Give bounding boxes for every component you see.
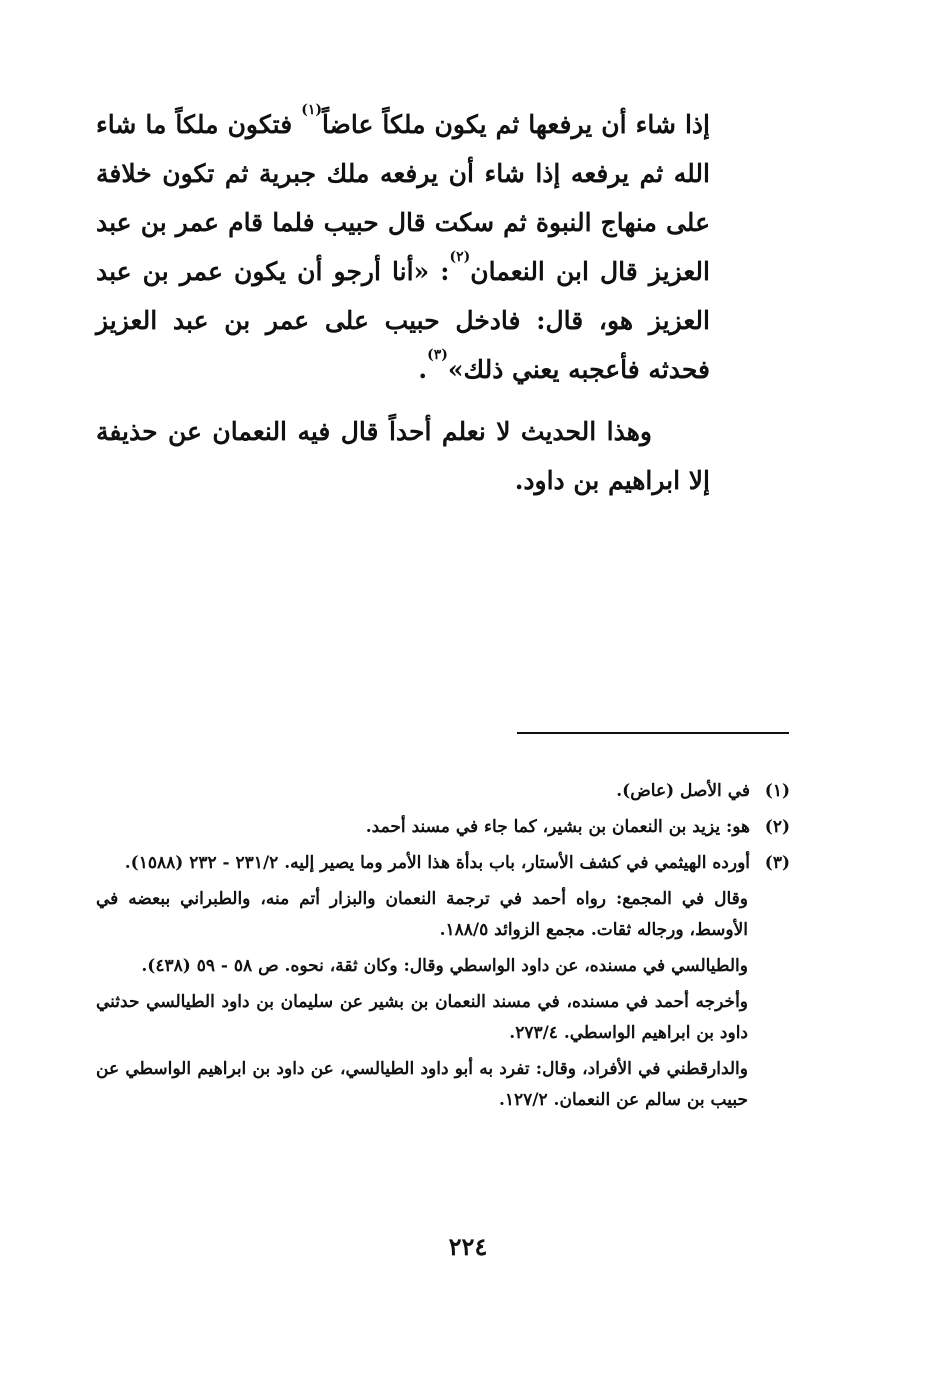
main-text bbox=[96, 100, 710, 505]
footnote-number: (٢) bbox=[764, 817, 790, 837]
footnote-3-continuation: وأخرجه أحمد في مسنده، في مسند النعمان بن بشير عن سليمان بن داود الطيالسي حدثني داود بن ابراهيم الواسطي. ٢٧٣/٤. bbox=[96, 992, 748, 1043]
paragraph-2: وهذا الحديث لا نعلم أحداً قال فيه النعمان عن حذيفة إلا ابراهيم بن داود. bbox=[96, 417, 710, 495]
footnotes bbox=[96, 776, 790, 1121]
footnote-text: أورده الهيثمي في كشف الأستار، باب بدأة هذا الأمر وما يصير إليه. ٢٣١/٢ - ٢٣٢ (١٥٨٨). bbox=[124, 853, 750, 873]
footnote-3-continuation: والطيالسي في مسنده، عن داود الواسطي وقال: وكان ثقة، نحوه. ص ٥٨ - ٥٩ (٤٣٨). bbox=[141, 956, 748, 976]
paragraph-1: إذا شاء أن يرفعها ثم يكون ملكاً عاضاً$^{(١)}$ فتكون ملكاً ما شاء الله ثم يرفعه إذا شاء أن يرفعه ملك جبرية ثم تكون خلافة على منهاج النبوة ثم سكت قال حبيب فلما قام عمر بن عبد العزيز قال ابن النعمان$^{(٢)}$: «أنا أرجو أن يكون عمر بن عبد العزيز هو، قال: فادخل حبيب على عمر بن عبد العزيز فحدثه فأعجبه يعني ذلك»$^{(٣)}$. bbox=[96, 101, 710, 384]
footnote-1 bbox=[96, 776, 790, 807]
footnote-3-continuation: والدارقطني في الأفراد، وقال: تفرد به أبو داود الطيالسي، عن داود بن ابراهيم الواسطي عن حبيب بن سالم عن النعمان. ١٢٧/٢. bbox=[96, 1059, 748, 1110]
footnote-3-continuation: وقال في المجمع: رواه أحمد في ترجمة النعمان والبزار أتم منه، والطبراني ببعضه في الأوسط، ورجاله ثقات. مجمع الزوائد ١٨٨/٥. bbox=[96, 889, 748, 940]
footnote-3 bbox=[96, 848, 790, 879]
footnote-text: هو: يزيد بن النعمان بن بشير، كما جاء في مسند أحمد. bbox=[365, 817, 750, 837]
footnote-ref-2[interactable]: (٢) bbox=[449, 248, 471, 265]
footnote-number: (١) bbox=[764, 781, 790, 801]
footnote-2 bbox=[96, 812, 790, 843]
footnote-ref-3[interactable]: (٣) bbox=[427, 346, 448, 363]
footnote-ref-1[interactable]: (١) bbox=[301, 101, 322, 118]
footnote-separator bbox=[517, 732, 789, 734]
footnote-number: (٣) bbox=[764, 853, 790, 873]
page-number: ٢٢٤ bbox=[448, 1232, 488, 1261]
footnote-text: في الأصل (عاض). bbox=[616, 781, 750, 801]
